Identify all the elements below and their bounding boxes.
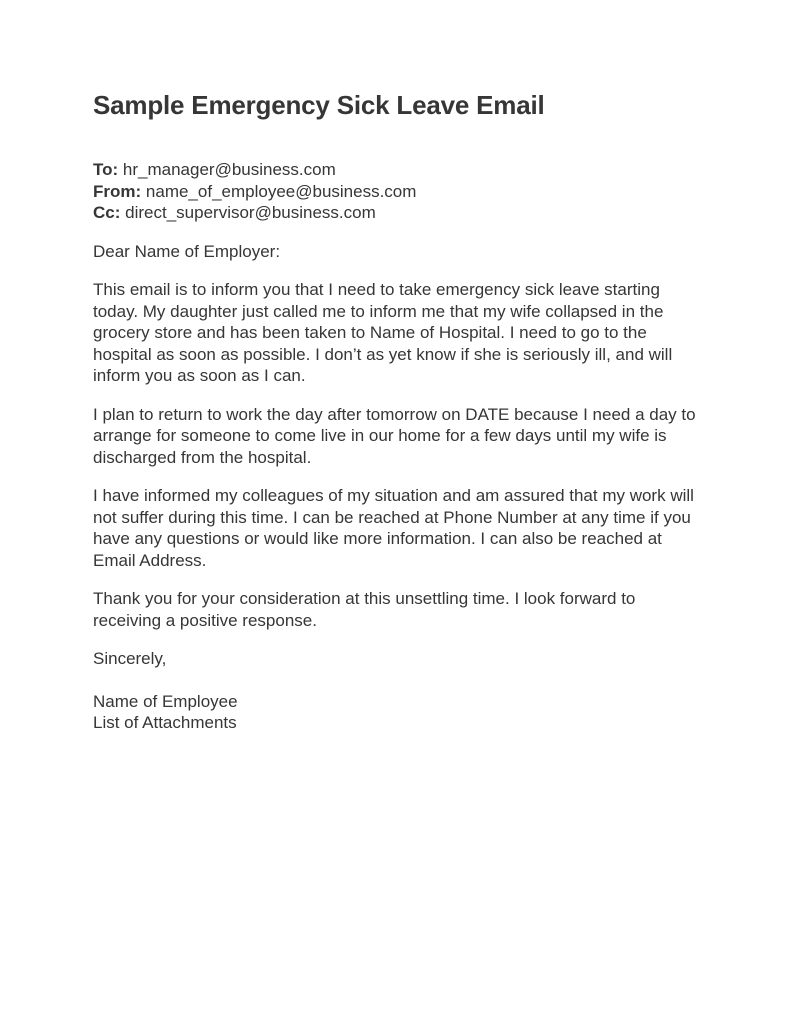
cc-value: direct_supervisor@business.com xyxy=(125,203,376,222)
cc-label: Cc: xyxy=(93,203,121,222)
from-line xyxy=(93,181,701,203)
body-paragraph-3: I have informed my colleagues of my situation and am assured that my work will not suffer during this time. I can be reached at Phone Number at any time if you have any questions or would like more information. I can also be reached at Email Address. xyxy=(93,486,694,570)
signature-attachments: List of Attachments xyxy=(93,713,237,732)
email-header-block xyxy=(93,159,701,224)
body-paragraph-4: Thank you for your consideration at this unsettling time. I look forward to receiving a positive response. xyxy=(93,589,636,630)
cc-line xyxy=(93,202,701,224)
closing: Sincerely, xyxy=(93,649,167,668)
from-label: From: xyxy=(93,181,142,201)
body-paragraph-1: This email is to inform you that I need to take emergency sick leave starting today. My daughter just called me to inform me that my wife collapsed in the grocery store and has been taken to Name of Hospital. I need to go to the hospital as soon as possible. I don’t as yet know if she is seriously ill, and will inform you as soon as I can. xyxy=(93,280,673,385)
signature-block xyxy=(93,691,701,734)
document-title: Sample Emergency Sick Leave Email xyxy=(93,90,545,120)
to-value: hr_manager@business.com xyxy=(122,160,336,179)
to-label: To: xyxy=(93,160,119,179)
body-paragraph-2: I plan to return to work the day after tomorrow on DATE because I need a day to arrange for someone to come live in our home for a few days until my wife is discharged from the hospital. xyxy=(93,404,696,467)
salutation: Dear Name of Employer: xyxy=(93,241,281,261)
from-value: name_of_employee@business.com xyxy=(145,181,417,201)
signature-name: Name of Employee xyxy=(93,691,238,711)
to-line xyxy=(93,159,701,181)
